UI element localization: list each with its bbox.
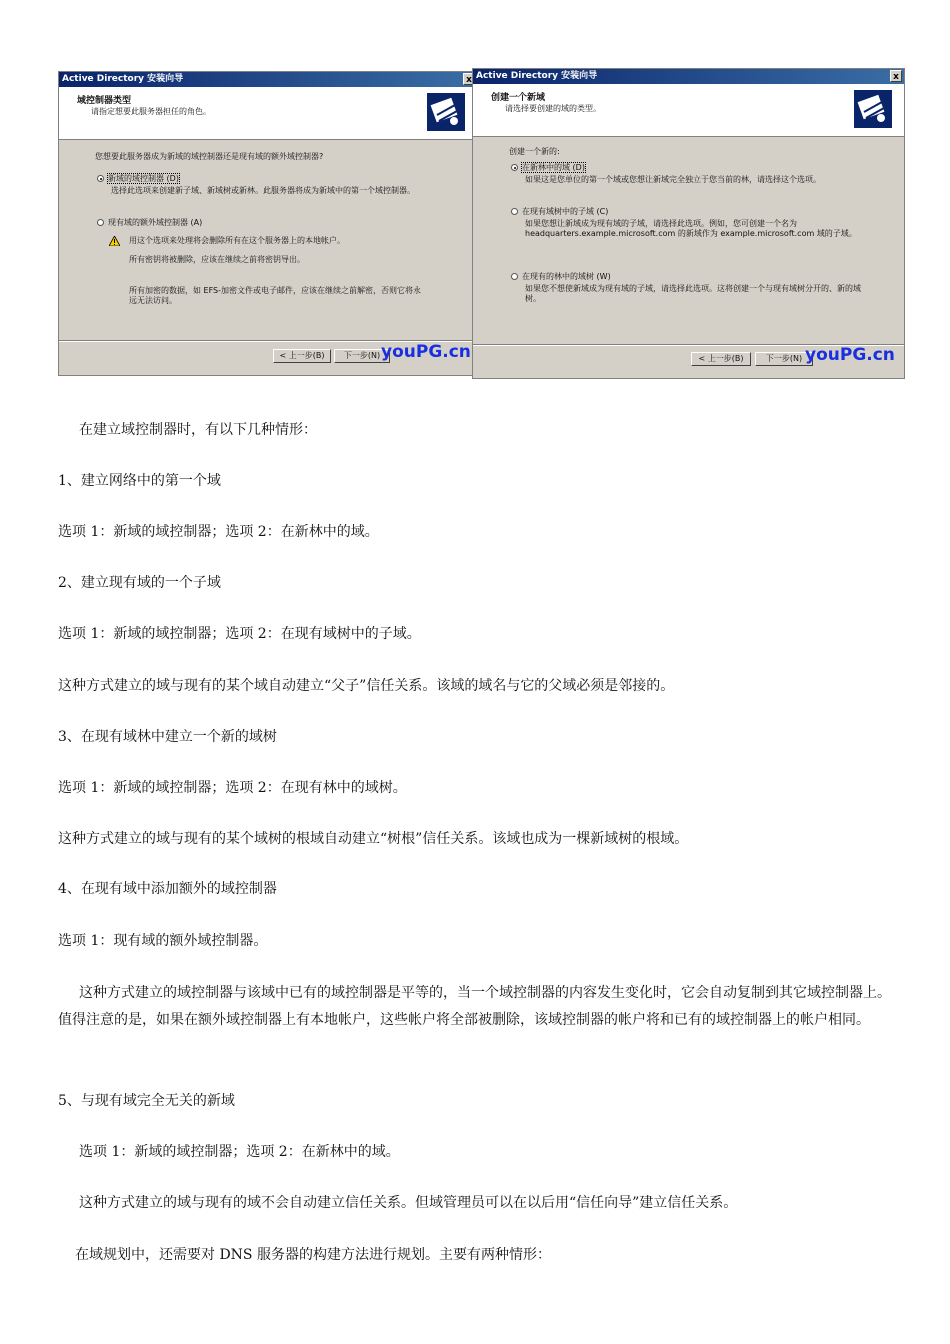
option-label: 现有域的额外域控制器 (A) bbox=[108, 218, 203, 227]
radio-icon[interactable] bbox=[511, 273, 518, 280]
question-text: 创建一个新的: bbox=[509, 147, 560, 156]
dialog-title: Active Directory 安装向导 bbox=[476, 71, 598, 81]
section-4-heading: 4、在现有域中添加额外的域控制器 bbox=[58, 881, 277, 897]
warning-text-3: 所有加密的数据，如 EFS-加密文件或电子邮件，应该在继续之前解密，否则它将永远无法访问。 bbox=[129, 286, 422, 305]
section-3-note: 这种方式建立的域与现有的某个域树的根域自动建立“树根”信任关系。该域也成为一棵新域树的根域。 bbox=[58, 831, 689, 847]
watermark: youPG.cn bbox=[381, 342, 471, 362]
section-4-note: 这种方式建立的域控制器与该域中已有的域控制器是平等的，当一个域控制器的内容发生变化时，它会自动复制到其它域控制器上。值得注意的是，如果在额外域控制器上有本地帐户，这些帐户将全部被删除，该域控制器的帐户将和已有的域控制器上的帐户相同。 bbox=[58, 985, 891, 1028]
header-title: 创建一个新域 bbox=[491, 93, 546, 103]
wizard-dialog-dc-type bbox=[58, 71, 478, 376]
wizard-icon bbox=[854, 90, 892, 128]
title-bar bbox=[473, 69, 904, 84]
section-2-note: 这种方式建立的域与现有的某个域自动建立“父子”信任关系。该域的域名与它的父域必须是邻接的。 bbox=[58, 678, 675, 694]
option-label: 在现有的林中的域树 (W) bbox=[522, 272, 611, 281]
dialog-title: Active Directory 安装向导 bbox=[62, 74, 184, 84]
wizard-body bbox=[59, 140, 477, 340]
option-new-domain-dc[interactable] bbox=[97, 174, 179, 184]
option-description: 如果这是您单位的第一个域或您想让新域完全独立于您当前的林，请选择这个选项。 bbox=[525, 175, 821, 184]
section-5-note: 这种方式建立的域与现有的域不会自动建立信任关系。但域管理员可以在以后用“信任向导”建立信任关系。 bbox=[79, 1195, 738, 1211]
section-4-options: 选项 1：现有域的额外域控制器。 bbox=[58, 933, 268, 949]
radio-selected-icon[interactable] bbox=[511, 164, 518, 171]
option-label: 在现有域树中的子域 (C) bbox=[522, 207, 609, 216]
radio-icon[interactable] bbox=[97, 219, 104, 226]
header-subtitle: 请指定想要此服务器担任的角色。 bbox=[91, 107, 211, 116]
option-new-tree[interactable] bbox=[511, 272, 611, 282]
section-5-options: 选项 1：新域的域控制器；选项 2：在新林中的域。 bbox=[79, 1144, 400, 1160]
radio-selected-icon[interactable] bbox=[97, 175, 104, 182]
close-button[interactable]: x bbox=[890, 70, 902, 82]
option-additional-dc[interactable] bbox=[97, 218, 202, 228]
dns-paragraph: 在域规划中，还需要对 DNS 服务器的构建方法进行规划。主要有两种情形： bbox=[75, 1247, 551, 1263]
section-1-heading: 1、建立网络中的第一个域 bbox=[58, 473, 221, 489]
header-title: 域控制器类型 bbox=[77, 96, 132, 106]
back-button[interactable]: < 上一步(B) bbox=[691, 352, 751, 366]
intro-paragraph: 在建立域控制器时，有以下几种情形： bbox=[79, 422, 317, 438]
wizard-dialog-create-domain bbox=[472, 68, 905, 379]
next-button[interactable]: 下一步(N) bbox=[334, 349, 390, 363]
section-2-heading: 2、建立现有域的一个子域 bbox=[58, 575, 221, 591]
close-button[interactable]: x bbox=[463, 73, 475, 85]
option-description: 如果您不想使新域成为现有域的子域，请选择此选项。这将创建一个与现有域树分开的、新的域树。 bbox=[525, 284, 861, 303]
option-label: 在新林中的域 (D) bbox=[522, 163, 585, 172]
next-button[interactable]: 下一步(N) bbox=[755, 352, 813, 366]
option-label: 新域的域控制器 (D) bbox=[108, 174, 179, 183]
wizard-header bbox=[473, 84, 904, 137]
option-child-domain[interactable] bbox=[511, 207, 608, 217]
radio-icon[interactable] bbox=[511, 208, 518, 215]
wizard-icon bbox=[427, 93, 465, 131]
warning-text-2: 所有密钥将被删除，应该在继续之前将密钥导出。 bbox=[129, 255, 305, 264]
section-5-heading: 5、与现有域完全无关的新域 bbox=[58, 1093, 235, 1109]
option-description: 选择此选项来创建新子域、新域树或新林。此服务器将成为新域中的第一个域控制器。 bbox=[111, 186, 415, 195]
question-text: 您想要此服务器成为新域的域控制器还是现有域的额外域控制器? bbox=[95, 152, 324, 161]
warning-text-1: 用这个选项来处理将会删除所有在这个服务器上的本地帐户。 bbox=[129, 236, 345, 245]
watermark: youPG.cn bbox=[805, 345, 895, 365]
wizard-header bbox=[59, 87, 477, 140]
option-new-forest-domain[interactable] bbox=[511, 163, 585, 173]
wizard-body bbox=[473, 137, 904, 347]
section-2-options: 选项 1：新域的域控制器；选项 2：在现有域树中的子域。 bbox=[58, 626, 421, 642]
title-bar bbox=[59, 72, 477, 87]
section-3-options: 选项 1：新域的域控制器；选项 2：在现有林中的域树。 bbox=[58, 780, 407, 796]
option-description: 如果您想让新域成为现有域的子域，请选择此选项。例如，您可创建一个名为 headquarters.example.microsoft.com 的新域作为 example.microsoft.com 域的子域。 bbox=[525, 219, 857, 238]
header-subtitle: 请选择要创建的域的类型。 bbox=[505, 104, 601, 113]
section-1-options: 选项 1：新域的域控制器；选项 2：在新林中的域。 bbox=[58, 524, 379, 540]
warning-icon bbox=[109, 236, 120, 246]
section-3-heading: 3、在现有域林中建立一个新的域树 bbox=[58, 729, 277, 745]
back-button[interactable]: < 上一步(B) bbox=[273, 349, 331, 363]
